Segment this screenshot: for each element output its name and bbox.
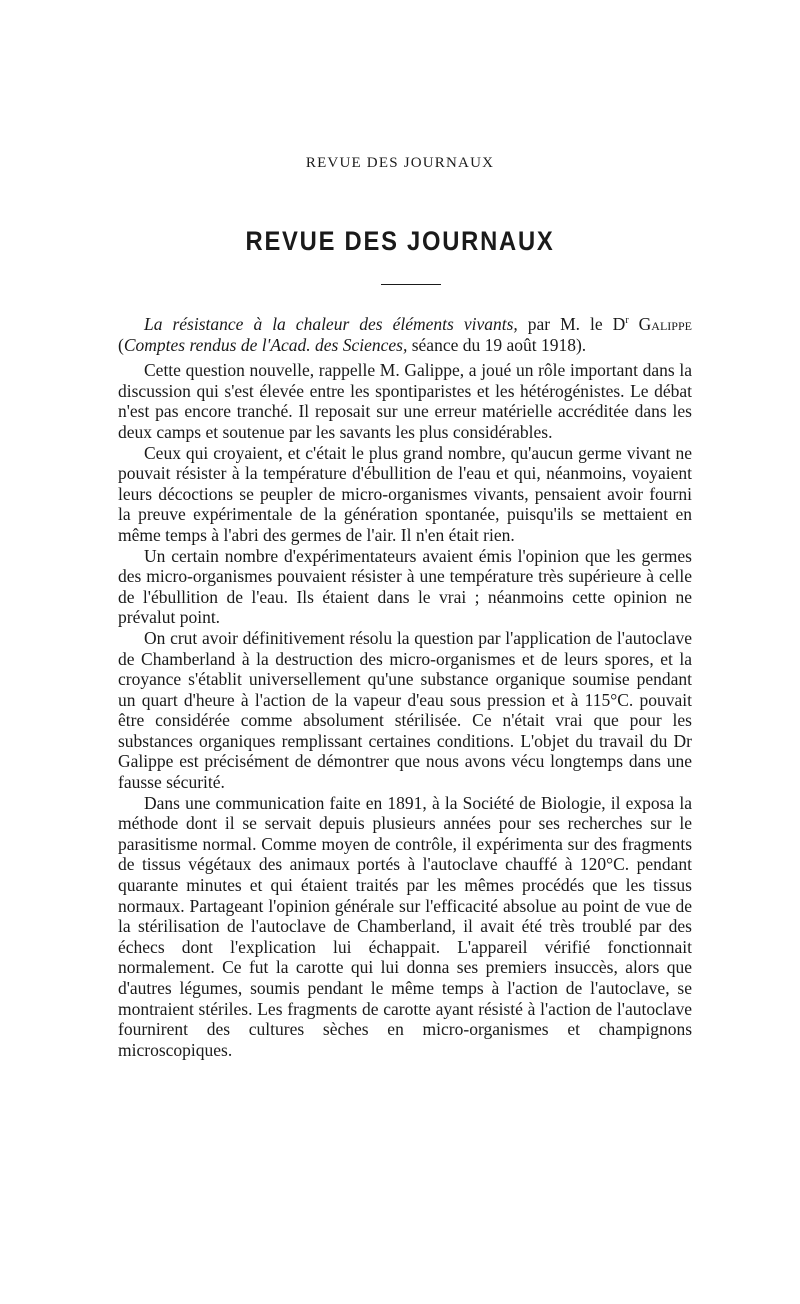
citation-open-paren: ( bbox=[118, 334, 124, 355]
article-title: La résistance à la chaleur des éléments vivants, bbox=[144, 314, 518, 334]
title-divider bbox=[381, 284, 441, 285]
citation-dr-sup: r bbox=[625, 315, 629, 327]
running-head: REVUE DES JOURNAUX bbox=[305, 155, 495, 171]
citation-by: par M. le D bbox=[517, 314, 626, 334]
paragraph-3: Un certain nombre d'expérimentateurs avaient émis l'opinion que les germes des micro-organismes pouvaient résister à une température très supérieure à celle de l'ébullition de l'eau. Ils étaient dans le vrai ; néanmoins cette opinion ne prévalut point. bbox=[118, 545, 692, 628]
page-title: REVUE DES JOURNAUX bbox=[245, 226, 555, 256]
citation bbox=[118, 314, 692, 355]
article-body bbox=[118, 314, 692, 1060]
paragraph-5: Dans une communication faite en 1891, à la Société de Biologie, il exposa la méthode dont il se servait depuis plusieurs années pour ses recherches sur le parasitisme normal. Comme moyen de contrôle, il expérimenta sur des fragments de tissus végétaux des animaux portés à l'autoclave chauffé à 120°C. pendant quarante minutes et qui étaient traités par les mêmes procédés que les tissus normaux. Partageant l'opinion générale sur l'efficacité absolue au point de vue de la stérilisation de l'autoclave de Chamberland, il avait été très troublé par des échecs dont l'explication lui échappait. L'appareil vérifié fonctionnait normalement. Ce fut la carotte qui lui donna ses premiers insuccès, alors que d'autres légumes, soumis pendant le même temps à l'action de l'autoclave, se montraient stériles. Les fragments de carotte ayant résisté à l'action de l'autoclave fournirent des cultures sèches en micro-organismes et champignons microscopiques. bbox=[118, 792, 692, 1060]
citation-session: séance du 19 août 1918). bbox=[407, 334, 587, 355]
paragraph-4: On crut avoir définitivement résolu la question par l'application de l'autoclave de Chamberland à la destruction des micro-organismes et de leurs spores, et la croyance s'établit universellement qu'une substance organique soumise pendant un quart d'heure à l'action de la vapeur d'eau sous pression et à 115°C. pouvait être considérée comme absolument stérilisée. Ce n'était vrai que pour les substances organiques remplissant certaines conditions. L'objet du travail du Dr Galippe est précisément de démontrer que nous avons vécu longtemps dans une fausse sécurité. bbox=[118, 627, 692, 793]
citation-author: Galippe bbox=[628, 314, 692, 334]
citation-journal: Comptes rendus de l'Acad. des Sciences, bbox=[123, 334, 408, 355]
paragraph-1: Cette question nouvelle, rappelle M. Galippe, a joué un rôle important dans la discussion qui s'est élevée entre les spontiparistes et les hétérogénistes. Le débat n'est pas encore tranché. Il reposait sur une erreur matérielle accréditée dans les deux camps et soutenue par les savants les plus considérables. bbox=[118, 360, 692, 442]
paragraph-2: Ceux qui croyaient, et c'était le plus grand nombre, qu'aucun germe vivant ne pouvait résister à la température d'ébullition de l'eau et qui, néanmoins, voyaient leurs décoctions se peupler de micro-organismes vivants, pensaient avoir fourni la preuve expérimentale de la génération spontanée, puisqu'ils se mettaient en même temps à l'abri des germes de l'air. Il n'en était rien. bbox=[118, 442, 692, 545]
